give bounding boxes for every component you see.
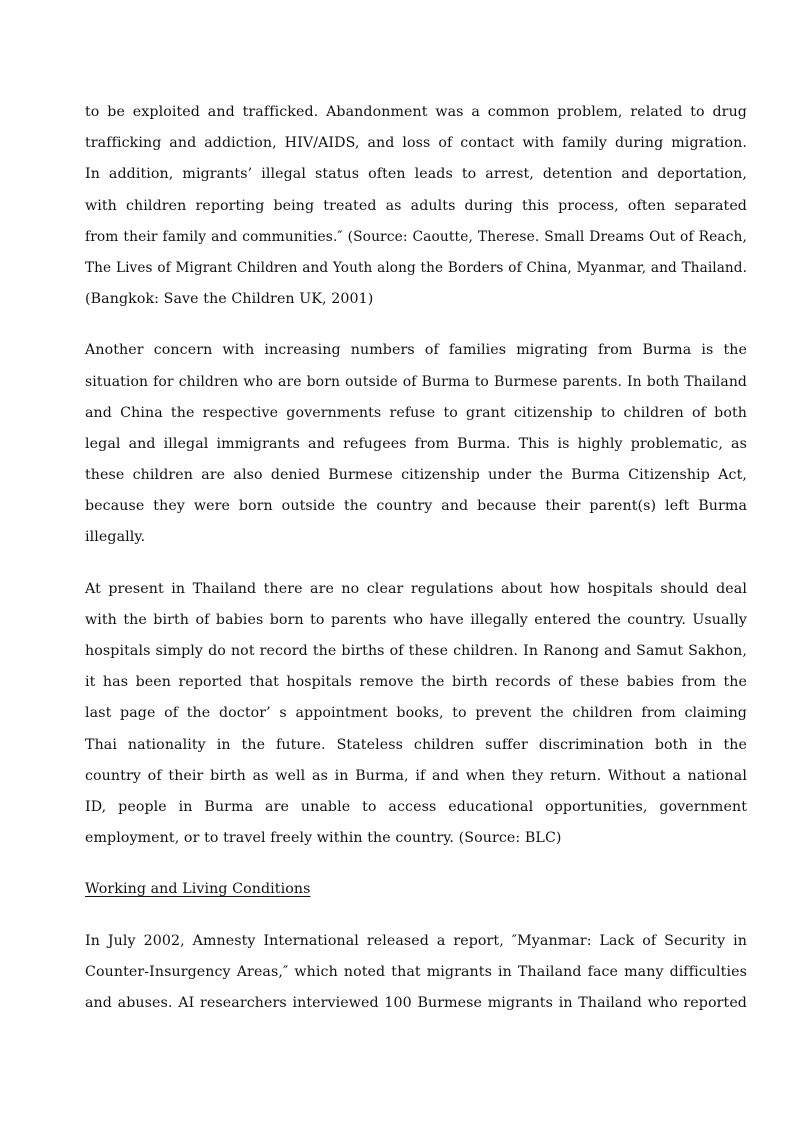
text-line: Thai nationality in the future. Stateless children suffer discrimination both in the — [85, 736, 747, 753]
text-line: from their family and communities.″ (Source: Caoutte, Therese. Small Dreams Out of Reach, — [85, 228, 747, 245]
paragraph-birth-registration — [85, 574, 747, 855]
text-line: employment, or to travel freely within the country. (Source: BLC) — [85, 830, 562, 847]
text-line: legal and illegal immigrants and refugees from Burma. This is highly problematic, as — [85, 435, 747, 452]
text-line: situation for children who are born outside of Burma to Burmese parents. In both Thailand — [85, 373, 747, 390]
text-line: Another concern with increasing numbers of families migrating from Burma is the — [85, 342, 747, 359]
paragraph-spacer — [85, 315, 747, 335]
text-line: with children reporting being treated as adults during this process, often separated — [85, 197, 747, 214]
text-line: The Lives of Migrant Children and Youth along the Borders of China, Myanmar, and Thailand. — [85, 259, 747, 276]
text-line: these children are also denied Burmese citizenship under the Burma Citizenship Act, — [85, 467, 747, 484]
text-line: and abuses. AI researchers interviewed 100 Burmese migrants in Thailand who reported — [85, 994, 747, 1011]
paragraph-spacer — [85, 906, 747, 926]
text-line: because they were born outside the country and because their parent(s) left Burma — [85, 498, 747, 515]
text-line: and China the respective governments refuse to grant citizenship to children of both — [85, 404, 747, 421]
paragraph-spacer — [85, 554, 747, 574]
paragraph-spacer — [85, 854, 747, 874]
text-line: trafficking and addiction, HIV/AIDS, and loss of contact with family during migration. — [85, 135, 747, 152]
text-line: country of their birth as well as in Burma, if and when they return. Without a national — [85, 767, 747, 784]
paragraph-citizenship — [85, 335, 747, 553]
text-line: (Bangkok: Save the Children UK, 2001) — [85, 291, 374, 308]
section-heading: Working and Living Conditions — [85, 881, 311, 898]
text-line: illegally. — [85, 529, 146, 546]
text-line: to be exploited and trafficked. Abandonment was a common problem, related to drug — [85, 104, 747, 120]
document-page — [85, 97, 747, 1019]
text-line: with the birth of babies born to parents who have illegally entered the country. Usually — [85, 611, 747, 628]
text-line: last page of the doctor’ s appointment books, to prevent the children from claiming — [85, 705, 747, 722]
text-line: hospitals simply do not record the births of these children. In Ranong and Samut Sakhon, — [85, 643, 747, 659]
text-line: it has been reported that hospitals remove the birth records of these babies from the — [85, 674, 747, 691]
text-line: Counter-Insurgency Areas,″ which noted that migrants in Thailand face many difficulties — [85, 963, 747, 980]
paragraph-migrant-children — [85, 97, 747, 315]
paragraph-amnesty-report — [85, 926, 747, 1020]
text-line: At present in Thailand there are no clear regulations about how hospitals should deal — [85, 580, 747, 597]
text-line: ID, people in Burma are unable to access educational opportunities, government — [85, 798, 747, 815]
text-line: In addition, migrants’ illegal status often leads to arrest, detention and deportation, — [85, 166, 747, 183]
text-line: In July 2002, Amnesty International released a report, ″Myanmar: Lack of Security in — [85, 932, 747, 949]
